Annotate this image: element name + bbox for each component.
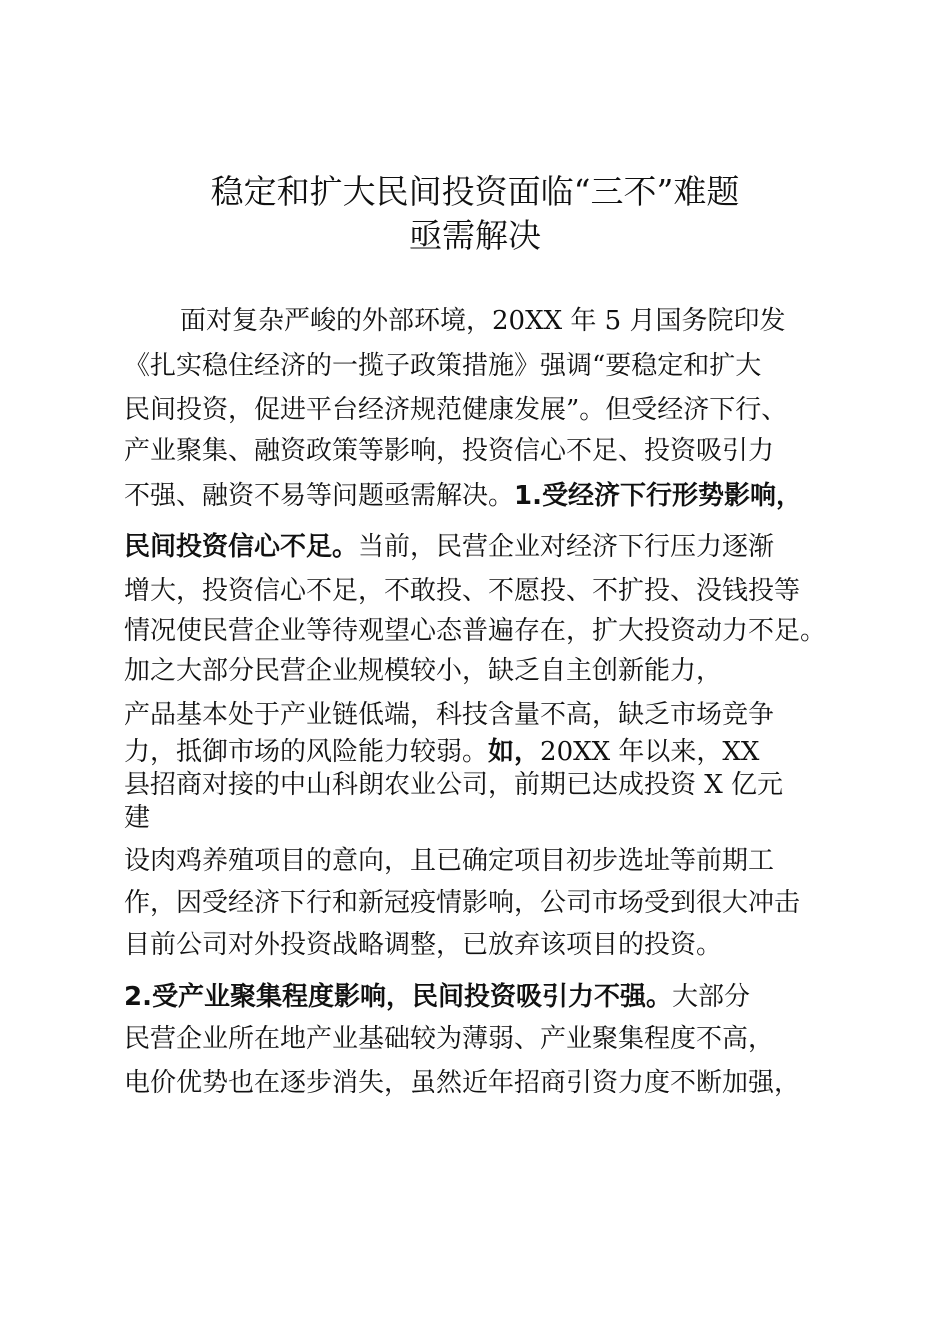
body-line xyxy=(124,654,722,688)
body-text: 面对复杂严峻的外部环境，20XX 年 5 月国务院印发 xyxy=(180,306,786,336)
body-text: 当前，民营企业对经济下行压力逐渐 xyxy=(358,532,775,562)
body-line xyxy=(124,393,787,427)
body-line xyxy=(124,844,774,878)
body-line xyxy=(124,980,750,1014)
body-line xyxy=(124,698,774,732)
body-line xyxy=(124,928,722,962)
body-text: 民营企业所在地产业基础较为薄弱、产业聚集程度不高， xyxy=(124,1024,775,1054)
body-line xyxy=(124,349,761,383)
body-text: 《扎实稳住经济的一揽子政策措施》强调“要稳定和扩大 xyxy=(124,351,762,381)
body-text: 不强、融资不易等问题亟需解决。 xyxy=(124,481,515,511)
body-line xyxy=(124,886,800,920)
body-text: 大部分 xyxy=(671,982,750,1012)
body-text: 20XX 年以来，XX xyxy=(540,737,760,767)
body-text: 县招商对接的中山科朗农业公司，前期已达成投资 X 亿元 xyxy=(124,770,784,800)
body-text: 目前公司对外投资战略调整，已放弃该项目的投资。 xyxy=(124,930,723,960)
body-text: 增大，投资信心不足，不敢投、不愿投、不扩投、没钱投等 xyxy=(124,576,801,606)
body-line xyxy=(124,614,826,648)
body-line xyxy=(124,735,759,769)
body-text: 力，抵御市场的风险能力较弱。 xyxy=(124,737,489,767)
body-text: 民间投资，促进平台经济规范健康发展”。但受经济下行、 xyxy=(124,395,788,425)
example-marker: 如， xyxy=(488,737,541,767)
body-line xyxy=(124,801,150,835)
body-line xyxy=(124,479,802,513)
body-text: 设肉鸡养殖项目的意向，且已确定项目初步选址等前期工 xyxy=(124,846,775,876)
section-heading-1: 1.受经济下行形势影响， xyxy=(514,481,802,511)
body-text: 作，因受经济下行和新冠疫情影响，公司市场受到很大冲击 xyxy=(124,888,801,918)
body-line xyxy=(124,1022,774,1056)
body-text: 产业聚集、融资政策等影响，投资信心不足、投资吸引力 xyxy=(124,436,775,466)
section-heading-2: 2.受产业聚集程度影响，民间投资吸引力不强。 xyxy=(124,982,672,1012)
body-text: 产品基本处于产业链低端，科技含量不高，缺乏市场竞争 xyxy=(124,700,775,730)
body-line xyxy=(124,768,783,802)
body-text: 电价优势也在逐步消失，虽然近年招商引资力度不断加强， xyxy=(124,1068,801,1098)
title-line-1: 稳定和扩大民间投资面临“三不”难题 xyxy=(210,172,740,211)
body-text: 情况使民营企业等待观望心态普遍存在，扩大投资动力不足。 xyxy=(124,616,827,646)
body-line xyxy=(124,574,800,608)
body-line xyxy=(124,530,774,564)
title-line-2: 亟需解决 xyxy=(409,216,541,255)
body-line xyxy=(124,1066,800,1100)
body-text: 建 xyxy=(124,803,151,833)
section-heading-1-cont: 民间投资信心不足。 xyxy=(124,532,359,562)
body-line xyxy=(124,434,774,468)
body-text: 加之大部分民营企业规模较小，缺乏自主创新能力， xyxy=(124,656,723,686)
body-line xyxy=(180,304,785,338)
